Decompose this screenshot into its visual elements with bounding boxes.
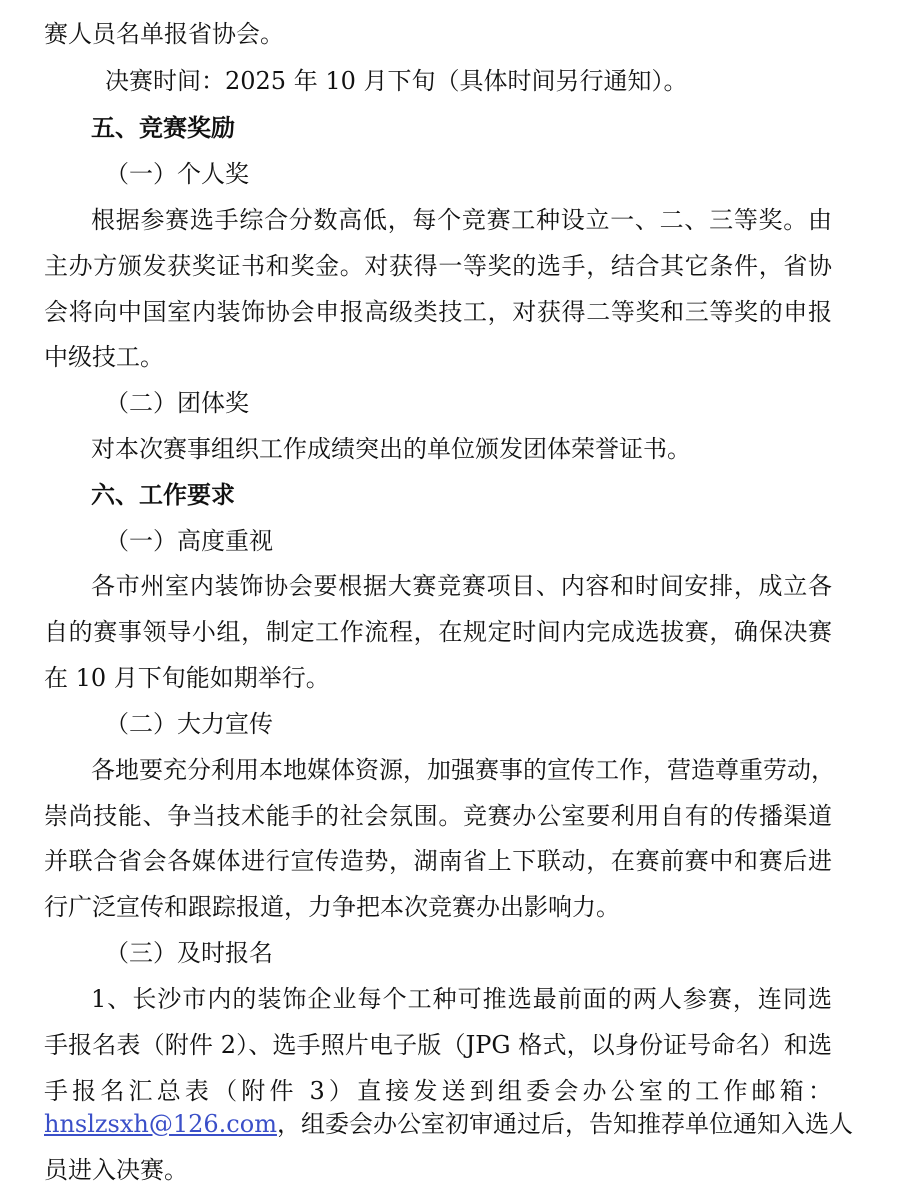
body-text-line: 手报名汇总表（附件 3）直接发送到组委会办公室的工作邮箱： [44,1076,832,1105]
subsection-heading-individual: （一）个人奖 [105,160,249,189]
body-text-line: 会将向中国室内装饰协会申报高级类技工，对获得二等奖和三等奖的申报 [44,297,832,326]
body-text-line: 手报名表（附件 2）、选手照片电子版（JPG 格式，以身份证号命名）和选 [44,1030,832,1059]
section-heading-requirements: 六、工作要求 [91,479,235,509]
body-text-line: 自的赛事领导小组，制定工作流程，在规定时间内完成选拔赛，确保决赛 [44,618,832,647]
body-text-fragment: ，组委会办公室初审通过后，告知推荐单位通知入选人 [276,1110,853,1138]
body-text-line: 各市州室内装饰协会要根据大赛竞赛项目、内容和时间安排，成立各 [91,572,832,601]
body-text-line: 赛人员名单报省协会。 [44,19,284,48]
body-text-line: 对本次赛事组织工作成绩突出的单位颁发团体荣誉证书。 [91,435,691,463]
section-heading-awards: 五、竞赛奖励 [91,113,235,143]
subsection-heading-team: （二）团体奖 [105,389,249,418]
body-text-line: 1、长沙市内的装饰企业每个工种可推选最前面的两人参赛，连同选 [91,984,832,1013]
body-text-line: 并联合省会各媒体进行宣传造势，湖南省上下联动，在赛前赛中和赛后进 [44,847,832,876]
body-text-line: 根据参赛选手综合分数高低，每个竞赛工种设立一、二、三等奖。由 [91,205,832,234]
body-text-line: 崇尚技能、争当技术能手的社会氛围。竞赛办公室要利用自有的传播渠道 [44,801,832,830]
subsection-heading-registration: （三）及时报名 [105,939,273,968]
subsection-heading-attention: （一）高度重视 [105,526,273,555]
body-text-line: 员进入决赛。 [44,1156,188,1184]
body-text-line: 行广泛宣传和跟踪报道，力争把本次竞赛办出影响力。 [44,893,620,922]
email-line [0,1104,899,1144]
subsection-heading-publicity: （二）大力宣传 [105,709,273,738]
email-link[interactable]: hnslzsxh@126.com [44,1110,277,1138]
final-time-line: 决赛时间：2025 年 10 月下旬（具体时间另行通知）。 [105,67,688,96]
body-text-line: 各地要充分利用本地媒体资源，加强赛事的宣传工作，营造尊重劳动， [91,755,835,784]
body-text-line: 在 10 月下旬能如期举行。 [44,664,330,693]
body-text-line: 主办方颁发获奖证书和奖金。对获得一等奖的选手，结合其它条件，省协 [44,251,832,280]
body-text-line: 中级技工。 [44,343,164,372]
